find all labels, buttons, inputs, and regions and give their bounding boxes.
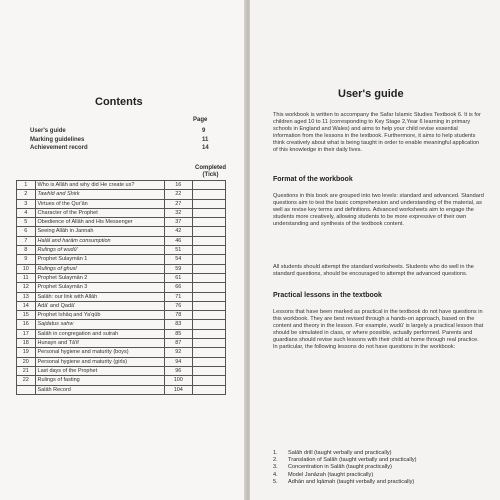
row-title: Hunayn and Tā'if — [35, 339, 164, 348]
row-page: 59 — [164, 264, 192, 273]
list-number: 2. — [273, 457, 278, 464]
contents-title: Contents — [95, 96, 143, 108]
row-title: Adā' and Qadā' — [35, 301, 164, 310]
row-number: 13 — [17, 292, 36, 301]
row-number: 15 — [17, 311, 36, 320]
row-tick-box[interactable] — [192, 329, 225, 338]
contents-row — [17, 339, 226, 348]
contents-row — [17, 246, 226, 255]
contents-row — [17, 292, 226, 301]
row-page: 71 — [164, 292, 192, 301]
row-tick-box[interactable] — [192, 246, 225, 255]
row-title: Sajdatus sahw — [35, 320, 164, 329]
row-number: 20 — [17, 357, 36, 366]
contents-row — [17, 311, 226, 320]
format-heading: Format of the workbook — [273, 176, 353, 183]
row-title: Salāh: our link with Allāh — [35, 292, 164, 301]
contents-table — [16, 180, 226, 395]
row-number: 14 — [17, 301, 36, 310]
row-tick-box[interactable] — [192, 255, 225, 264]
row-number: 21 — [17, 366, 36, 375]
list-number: 5. — [273, 478, 278, 485]
contents-row — [17, 236, 226, 245]
row-number: 8 — [17, 246, 36, 255]
row-page: 83 — [164, 320, 192, 329]
row-page: 51 — [164, 246, 192, 255]
summary-page: 14 — [202, 145, 209, 151]
contents-row — [17, 264, 226, 273]
list-text: Model Janāzah (taught practically) — [288, 471, 374, 478]
completed-label: Completed — [195, 165, 227, 171]
row-tick-box[interactable] — [192, 190, 225, 199]
contents-row — [17, 301, 226, 310]
row-tick-box[interactable] — [192, 320, 225, 329]
row-page: 61 — [164, 273, 192, 282]
row-number: 3 — [17, 199, 36, 208]
contents-row — [17, 348, 226, 357]
summary-page: 11 — [202, 136, 209, 143]
row-title: Seeing Allāh in Jannah — [35, 227, 164, 236]
tick-label: (Tick) — [202, 172, 219, 178]
row-number: 4 — [17, 208, 36, 217]
row-title: Last days of the Prophet — [35, 366, 164, 375]
contents-row — [17, 376, 226, 385]
row-tick-box[interactable] — [192, 181, 225, 190]
row-number: 16 — [17, 320, 36, 329]
row-title: Personal hygiene and maturity (girls) — [35, 357, 164, 366]
list-text: Translation of Salāh (taught verbally and practically) — [288, 457, 417, 464]
summary-row — [30, 145, 220, 154]
row-tick-box[interactable] — [192, 208, 225, 217]
contents-row — [17, 227, 226, 236]
list-text: Concentration in Salāh (taught practically) — [288, 464, 392, 471]
practical-paragraph: Lessons that have been marked as practical in the textbook do not have questions in this workbook. They are best revised through a hands-on approach, based on the content and theory in the lesson. For example, wudū' is largely a practical lesson that should be simulated in class, or where possible, actually performed. Parents and guardians should revise such lessons with their child at home through real practice. In particular, the following lessons do not have questions in the workbook: — [273, 309, 484, 351]
row-page: 92 — [164, 348, 192, 357]
row-page: 85 — [164, 329, 192, 338]
list-number: 3. — [273, 464, 278, 471]
row-tick-box[interactable] — [192, 292, 225, 301]
row-title: Personal hygiene and maturity (boys) — [35, 348, 164, 357]
row-tick-box[interactable] — [192, 199, 225, 208]
row-title: Prophet Sulaymān 3 — [35, 283, 164, 292]
row-title: Halāl and harām consumption — [35, 236, 164, 245]
row-page: 100 — [164, 376, 192, 385]
row-page: 96 — [164, 366, 192, 375]
format-paragraph-1: Questions in this book are grouped into two levels: standard and advanced. Standard questions aim to test the basic comprehension and understanding of the material, as well as revise key terms and definitions. Advanced worksheets aim to engage the students more creatively, allowing students to be more expressive of their own understanding and synthesis of the textbook content. — [273, 193, 484, 228]
contents-summary — [30, 128, 220, 154]
intro-paragraph: This workbook is written to accompany the Safar Islamic Studies Textbook 6. It is for children aged 10 to 11 (corresponding to Key Stage 2,Year 6 learning in primary schools in England and Wales) and aims to help your child revise essential information from the lessons in the textbook. Furthermore, it aims to help students think creatively about what is being taught in order to enable meaningful application of this knowledge in their daily lives. — [273, 112, 481, 154]
row-tick-box[interactable] — [192, 218, 225, 227]
row-title: Salāh in congregation and sutrah — [35, 329, 164, 338]
row-number: 18 — [17, 339, 36, 348]
contents-page — [0, 0, 246, 500]
row-number: 1 — [17, 181, 36, 190]
row-page: 104 — [164, 385, 192, 394]
row-tick-box[interactable] — [192, 227, 225, 236]
users-guide-page — [250, 0, 500, 500]
row-title: Salāh Record — [35, 385, 164, 394]
list-text: Salāh drill (taught verbally and practically) — [288, 450, 392, 456]
list-number: 4. — [273, 471, 278, 478]
row-number: 22 — [17, 376, 36, 385]
contents-row — [17, 283, 226, 292]
row-page: 27 — [164, 199, 192, 208]
contents-row — [17, 255, 226, 264]
summary-row — [30, 128, 220, 137]
row-tick-box[interactable] — [192, 264, 225, 273]
contents-row — [17, 366, 226, 375]
contents-row — [17, 357, 226, 366]
row-tick-box[interactable] — [192, 311, 225, 320]
row-title: Prophet Sulaymān 2 — [35, 273, 164, 282]
row-tick-box[interactable] — [192, 357, 225, 366]
contents-row — [17, 208, 226, 217]
contents-row — [17, 190, 226, 199]
row-tick-box[interactable] — [192, 366, 225, 375]
row-title: Who is Allāh and why did He create us? — [35, 181, 164, 190]
row-title: Obedience of Allāh and His Messenger — [35, 218, 164, 227]
row-number: 17 — [17, 329, 36, 338]
row-page: 22 — [164, 190, 192, 199]
row-number: 11 — [17, 273, 36, 282]
row-page: 78 — [164, 311, 192, 320]
row-page: 54 — [164, 255, 192, 264]
format-paragraph-2: All students should attempt the standard worksheets. Students who do well in the standard questions, should be encouraged to attempt the advanced questions. — [273, 264, 474, 278]
row-tick-box[interactable] — [192, 236, 225, 245]
row-number: 12 — [17, 283, 36, 292]
summary-row — [30, 137, 220, 146]
row-page: 76 — [164, 301, 192, 310]
row-page: 42 — [164, 227, 192, 236]
contents-row — [17, 329, 226, 338]
row-page: 94 — [164, 357, 192, 366]
page-column-label: Page — [193, 117, 208, 123]
row-number: 19 — [17, 348, 36, 357]
row-title: Prophet Sulaymān 1 — [35, 255, 164, 264]
row-tick-box[interactable] — [192, 339, 225, 348]
contents-row — [17, 320, 226, 329]
row-page: 16 — [164, 181, 192, 190]
summary-label: Achievement record — [30, 145, 88, 151]
list-number: 1. — [273, 450, 278, 456]
summary-label: Marking guidelines — [30, 136, 85, 143]
row-page: 37 — [164, 218, 192, 227]
row-number: 7 — [17, 236, 36, 245]
contents-row — [17, 181, 226, 190]
row-tick-box[interactable] — [192, 273, 225, 282]
row-page: 66 — [164, 283, 192, 292]
row-title: Rulings of ghusl — [35, 264, 164, 273]
practical-heading: Practical lessons in the textbook — [273, 292, 382, 299]
row-title: Rulings of wudū' — [35, 246, 164, 255]
list-text: Adhān and Iqāmah (taught verbally and practically) — [288, 478, 415, 485]
completed-column-label — [195, 165, 226, 179]
row-number: 2 — [17, 190, 36, 199]
contents-row — [17, 218, 226, 227]
row-number — [17, 385, 36, 394]
row-page: 32 — [164, 208, 192, 217]
row-title: Virtues of the Qur'ān — [35, 199, 164, 208]
row-page: 46 — [164, 236, 192, 245]
contents-row — [17, 385, 226, 394]
row-number: 9 — [17, 255, 36, 264]
row-tick-box[interactable] — [192, 283, 225, 292]
row-page: 87 — [164, 339, 192, 348]
row-tick-box[interactable] — [192, 348, 225, 357]
row-number: 10 — [17, 264, 36, 273]
row-tick-box[interactable] — [192, 376, 225, 385]
guide-title: User's guide — [338, 88, 404, 100]
row-title: Prophet Ishāq and Ya'qūb — [35, 311, 164, 320]
contents-row — [17, 273, 226, 282]
summary-label: User's guide — [30, 128, 66, 134]
row-title: Tawhīd and Shirk — [35, 190, 164, 199]
row-tick-box[interactable] — [192, 385, 225, 394]
row-tick-box[interactable] — [192, 301, 225, 310]
contents-row — [17, 199, 226, 208]
row-title: Character of the Prophet — [35, 208, 164, 217]
row-number: 5 — [17, 218, 36, 227]
row-title: Rulings of fasting — [35, 376, 164, 385]
summary-page: 9 — [202, 128, 206, 134]
row-number: 6 — [17, 227, 36, 236]
